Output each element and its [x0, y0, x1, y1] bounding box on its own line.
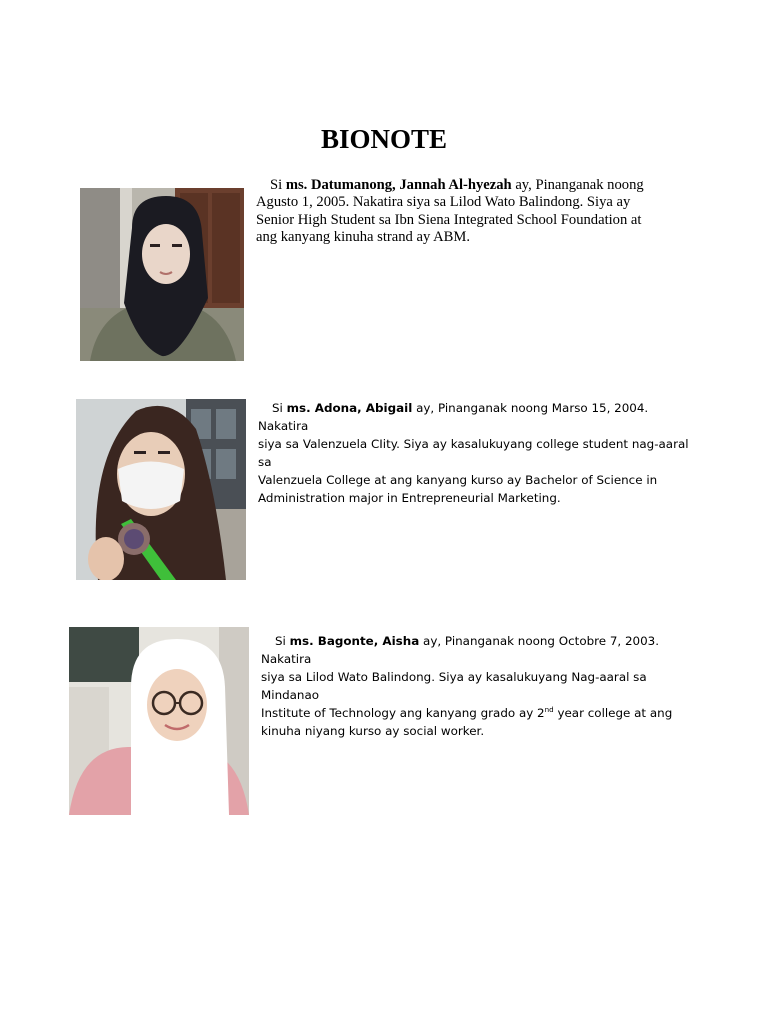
bio-bagonte: Si ms. Bagonte, Aisha ay, Pinanganak noong Octobre 7, 2003. Nakatira siya sa Lilod Wato Balindong. Siya ay kasalukuyang Nag-aaral sa Mindanao Institute of Technology ang kanyang grado ay 2nd year college at ang kinuha niyang kurso ay social worker.	[261, 634, 673, 738]
profile-photo-bagonte	[69, 627, 249, 815]
bio-datumanong: Si ms. Datumanong, Jannah Al-hyezah ay, Pinanganak noong Agusto 1, 2005. Nakatira siya sa Lilod Wato Balindong. Siya ay Senior High Student sa Ibn Siena Integrated School Foundation at ang kanyang kinuha strand ay ABM.	[256, 177, 644, 245]
bio-adona: Si ms. Adona, Abigail ay, Pinanganak noong Marso 15, 2004. Nakatira siya sa Valenzuela CIity. Siya ay kasalukuyang college student nag-aaral sa Valenzuela College at ang kanyang kurso ay Bachelor of Science in Administration major in Entrepreneurial Marketing.	[258, 401, 689, 505]
bio-name: ms. Bagonte, Aisha	[289, 634, 420, 648]
bio-name: ms. Datumanong, Jannah Al-hyezah	[285, 177, 512, 193]
bio-name: ms. Adona, Abigail	[286, 401, 413, 415]
profile-photo-datumanong	[80, 188, 244, 361]
profile-photo-adona	[76, 399, 246, 580]
page-title: BIONOTE	[320, 124, 448, 154]
